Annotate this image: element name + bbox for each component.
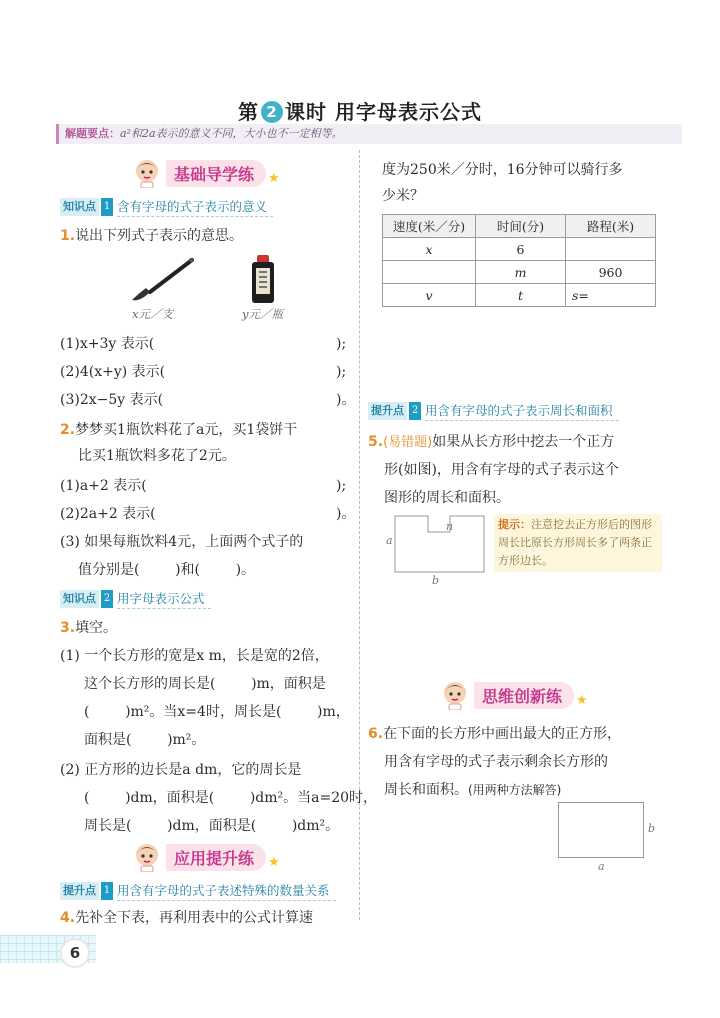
table-header-row	[383, 215, 656, 238]
hint-box: 提示：注意挖去正方形后的图形周长比原长方形周长多了两条正方形边长。	[494, 514, 662, 572]
q3-line-1: (1) 一个长方形的宽是x m，长是宽的2倍，	[60, 648, 329, 664]
section-banner-think: 思维创新练 ★	[440, 680, 588, 710]
q3-line-3: ( )m²。当x=4时，周长是( )m，	[84, 704, 350, 720]
table-row	[383, 261, 656, 284]
q1-item-3-end: )。	[336, 392, 356, 408]
key-point-bar: 解题要点：a²和2a表示的意义不同，大小也不一定相等。	[56, 124, 682, 144]
table-cell[interactable]: s=	[566, 284, 656, 307]
table-row	[383, 284, 656, 307]
lesson-number-badge: 2	[261, 101, 283, 123]
q3-line-6: ( )dm，面积是( )dm²。当a=20时，	[84, 790, 378, 806]
q3-line-7: 周长是( )dm，面积是( )dm²。	[84, 818, 340, 834]
rectangle-figure[interactable]	[558, 802, 644, 858]
table-cell[interactable]	[566, 238, 656, 261]
q1-stem: 1.说出下列式子表示的意思。	[60, 228, 244, 244]
table-cell: v	[383, 284, 476, 307]
knowledge-tag-3: 提升点 1 用含有字母的式子表述特殊的数量关系	[60, 882, 336, 900]
star-icon: ★	[576, 692, 588, 708]
table-row	[383, 238, 656, 261]
table-cell: 6	[476, 238, 566, 261]
brush-price-label: x元／支	[132, 307, 173, 321]
q2-item-2: (2)2a+2 表示(	[60, 506, 156, 522]
q4-stem-2: 度为250米／分时，16分钟可以骑行多	[382, 162, 623, 178]
ink-price-label: y元／瓶	[242, 307, 283, 321]
label-a: a	[386, 534, 393, 547]
q1-item-2-end: );	[336, 364, 347, 380]
q3-line-2: 这个长方形的周长是( )m，面积是	[84, 676, 326, 692]
q2-item-1: (1)a+2 表示(	[60, 478, 147, 494]
q1-item-3: (3)2x−5y 表示(	[60, 392, 164, 408]
table-header: 速度(米／分)	[383, 215, 476, 238]
q2-item-2-end: )。	[336, 506, 356, 522]
q5-line-3: 图形的周长和面积。	[384, 490, 510, 506]
q2-stem-1: 2.梦梦买1瓶饮料花了a元，买1袋饼干	[60, 422, 298, 438]
table-cell: t	[476, 284, 566, 307]
star-icon: ★	[268, 170, 280, 186]
knowledge-tag-4: 提升点 2 用含有字母的式子表示周长和面积	[368, 402, 619, 420]
table-cell: 960	[566, 261, 656, 284]
cartoon-kid-icon	[132, 158, 162, 188]
page-title: 第 2 课时 用字母表示公式	[238, 100, 482, 124]
speed-table	[382, 214, 656, 307]
q6-line-2: 用含有字母的式子表示剩余长方形的	[384, 754, 608, 770]
label-n: n	[446, 520, 454, 533]
knowledge-tag-2: 知识点 2 用字母表示公式	[60, 590, 211, 608]
q1-item-1-end: );	[336, 336, 347, 352]
table-cell: x	[383, 238, 476, 261]
q5-line-1: 5.(易错题)如果从长方形中挖去一个正方	[368, 434, 615, 450]
page-number: 6	[60, 938, 90, 968]
q2-item-3b: 值分别是( )和( )。	[78, 562, 256, 578]
q2-item-3a: (3) 如果每瓶饮料4元，上面两个式子的	[60, 534, 304, 550]
star-icon: ★	[268, 854, 280, 870]
q5-line-2: 形(如图)，用含有字母的式子表示这个	[384, 462, 619, 478]
q2-stem-2: 比买1瓶饮料多花了2元。	[78, 448, 236, 464]
label-a: a	[598, 860, 605, 873]
q1-item-2: (2)4(x+y) 表示(	[60, 364, 166, 380]
q3-line-5: (2) 正方形的边长是a dm，它的周长是	[60, 762, 302, 778]
label-b: b	[648, 822, 656, 835]
section-banner-basic: 基础导学练 ★	[132, 158, 280, 188]
table-header: 路程(米)	[566, 215, 656, 238]
q2-item-1-end: );	[336, 478, 347, 494]
q3-line-4: 面积是( )m²。	[84, 732, 206, 748]
label-b: b	[432, 574, 440, 587]
q1-item-1: (1)x+3y 表示(	[60, 336, 155, 352]
knowledge-tag-1: 知识点 1 含有字母的式子表示的意义	[60, 198, 273, 216]
ink-bottle-icon	[248, 254, 278, 308]
cartoon-kid-icon	[440, 680, 470, 710]
table-cell[interactable]	[383, 261, 476, 284]
cartoon-kid-icon	[132, 842, 162, 872]
table-header: 时间(分)	[476, 215, 566, 238]
q4-stem-1: 4.先补全下表，再利用表中的公式计算速	[60, 910, 314, 926]
q4-stem-3: 少米？	[382, 188, 424, 204]
section-banner-apply: 应用提升练 ★	[132, 842, 280, 872]
q6-line-1: 6.在下面的长方形中画出最大的正方形，	[368, 726, 622, 742]
q6-line-3: 周长和面积。(用两种方法解答)	[384, 782, 562, 798]
q3-stem: 3.填空。	[60, 620, 118, 636]
brush-icon	[128, 256, 198, 308]
table-cell: m	[476, 261, 566, 284]
